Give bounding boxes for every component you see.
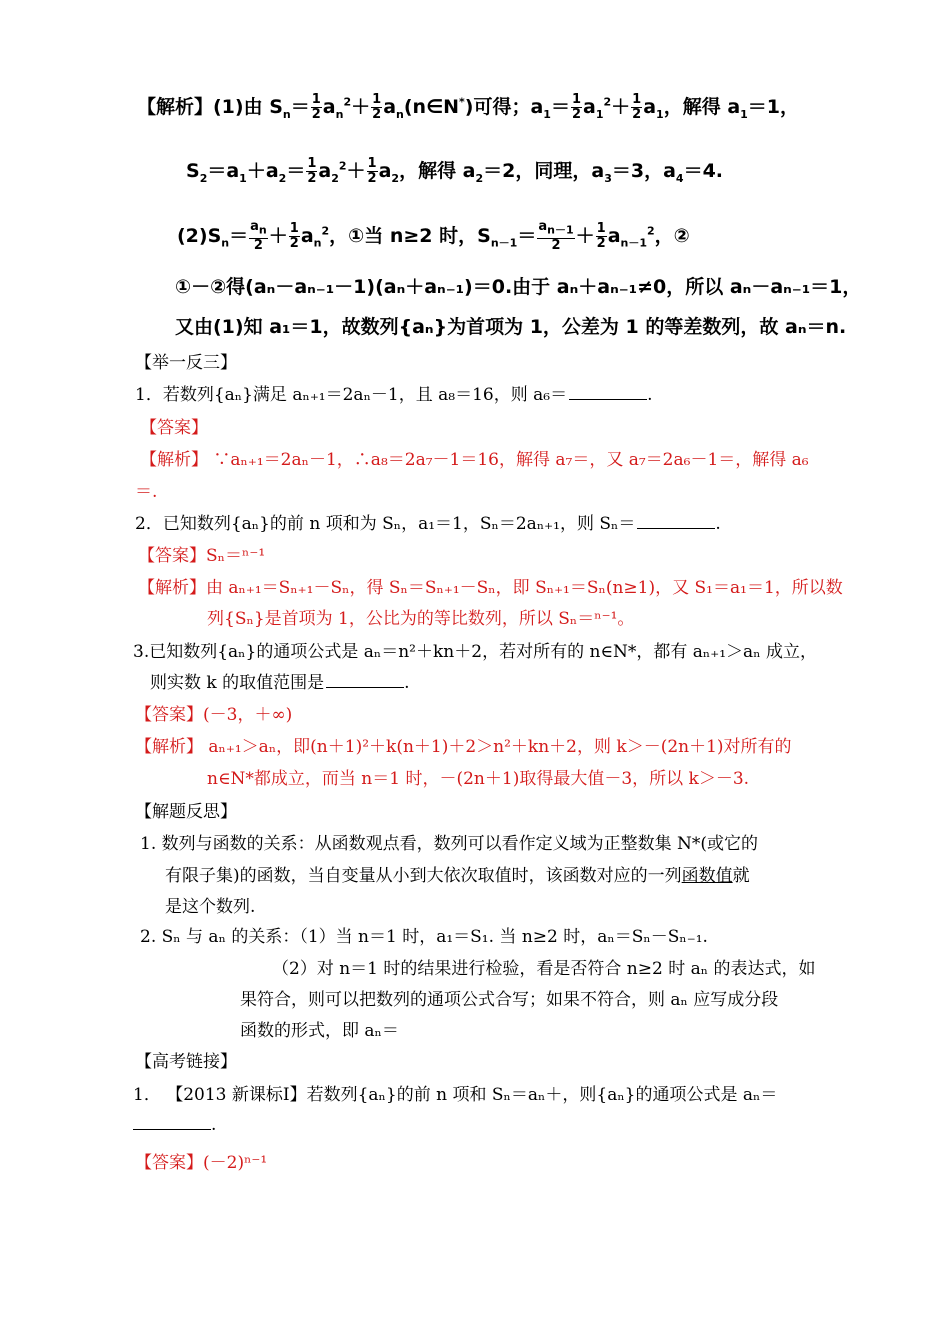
q1-analysis-cont: ＝.	[135, 482, 158, 502]
gaokao-answer: 【答案】(－2)ⁿ⁻¹	[135, 1153, 268, 1173]
text: ＝	[286, 160, 306, 182]
reflection-p2-sub-cont: 果符合，则可以把数列的通项公式合写；如果不符合，则 aₙ 应写成分段	[240, 990, 779, 1010]
text: ＋a	[246, 160, 279, 182]
analysis-image-line-4: ①－②得(aₙ－aₙ₋₁－1)(aₙ＋aₙ₋₁)＝0.由于 aₙ＋aₙ₋₁≠0，所以 aₙ－aₙ₋₁＝1，	[175, 276, 862, 298]
text: S	[186, 160, 200, 182]
q3-answer: 【答案】(－3，＋∞)	[135, 705, 293, 725]
text: ＝a	[207, 160, 240, 182]
text: 2．已知数列{aₙ}的前 n 项和为 Sₙ，a₁＝1，Sₙ＝2aₙ₊₁，则 Sₙ＝	[135, 514, 636, 534]
text: .	[404, 673, 410, 693]
section-title-gaokao: 【高考链接】	[135, 1052, 237, 1072]
text: 1．若数列{aₙ}满足 aₙ₊₁＝2aₙ－1，且 a₈＝16，则 a₆＝	[135, 385, 568, 405]
text: ，解得 a	[399, 160, 476, 182]
text: .	[211, 1115, 217, 1135]
q2-analysis-cont: 列{Sₙ}是首项为 1，公比为的等比数列，所以 Sₙ＝ⁿ⁻¹。	[207, 609, 635, 629]
text: ＋	[346, 160, 366, 182]
text: ＋	[351, 96, 371, 118]
reflection-p2-sub-end: 函数的形式，即 aₙ＝	[240, 1021, 399, 1041]
text: ＋	[268, 224, 288, 247]
gaokao-question-blank	[133, 1115, 216, 1135]
text: ，②	[654, 224, 690, 247]
q2-answer: 【答案】Sₙ＝ⁿ⁻¹	[138, 546, 266, 566]
text: 【解析】(1)由 S	[137, 96, 283, 118]
section-title-practice: 【举一反三】	[135, 353, 237, 373]
text: )可得；a	[464, 96, 544, 118]
question-3-cont	[150, 668, 410, 693]
answer-blank[interactable]	[326, 673, 404, 688]
section-title-reflection: 【解题反思】	[135, 802, 237, 822]
text: 有限子集)的函数，当自变量从小到大依次取值时，该函数对应的一列	[165, 866, 682, 886]
text: .	[715, 514, 721, 534]
answer-blank[interactable]	[637, 514, 715, 529]
reflection-p1: 1. 数列与函数的关系：从函数观点看，数列可以看作定义域为正整数集 N*(或它的	[140, 834, 759, 854]
analysis-image-line-5: 又由(1)知 a₁＝1，故数列{aₙ}为首项为 1，公差为 1 的等差数列，故 aₙ＝n.	[175, 316, 847, 338]
reflection-p1-end: 是这个数列.	[165, 897, 256, 917]
analysis-image-line-3: $(2)S_n=$ $\frac{a_n}{2}$ ＋ $\frac{1}{2}$ $a_n^2$，①当 n≥2 时，$S_{n-1}=$ $\frac{a_{n-1}}{2}$ ＋ $\frac{1}{2}$ $a_{n-1}^2$，②	[177, 219, 690, 253]
text: ＋	[611, 96, 631, 118]
question-2	[135, 509, 721, 534]
text: (n∈N	[403, 96, 460, 118]
text: .	[647, 385, 653, 405]
analysis-image-line-1: 【解析】(1)由 $S_n=$ $\frac{1}{2}$ $a_n^2+$ $\frac{1}{2}$ $a_n(n\in N^*)$可得；$a_1=$ $\frac{1}{2}$ $a_1^2+$ $\frac{1}{2}$ $a_1$，解得 $a_1=1$，	[137, 92, 800, 122]
text: ＝2，同理，a	[483, 160, 605, 182]
question-3: 3.已知数列{aₙ}的通项公式是 aₙ＝n²＋kn＋2，若对所有的 n∈N*，都有 aₙ₊₁＞aₙ 成立，	[133, 642, 817, 662]
text: 则实数 k 的取值范围是	[150, 673, 325, 693]
reflection-p1-cont	[165, 861, 750, 886]
question-1	[135, 380, 653, 405]
gaokao-question: 1． 【2013 新课标Ⅰ】若数列{aₙ}的前 n 项和 Sₙ＝aₙ＋，则{aₙ}的通项公式是 aₙ＝	[133, 1085, 778, 1105]
text: ＝4.	[683, 160, 724, 182]
text: (2)S	[177, 224, 222, 247]
text: 就	[732, 866, 750, 886]
answer-blank[interactable]	[133, 1115, 211, 1130]
analysis-image-line-2: $S_2=a_1+a_2=$ $\frac{1}{2}$ $a_2^2+$ $\frac{1}{2}$ $a_2$，解得 $a_2=2$，同理，$a_3=3$，$a_4=4$.	[186, 156, 724, 186]
q3-analysis: 【解析】 aₙ₊₁＞aₙ，即(n＋1)²＋k(n＋1)＋2＞n²＋kn＋2，则 k＞－(2n＋1)对所有的	[135, 737, 792, 757]
underlined-term: 函数值	[681, 866, 733, 886]
text: ，解得 a	[663, 96, 741, 118]
text: ＝3，a	[611, 160, 676, 182]
q1-answer-label: 【答案】	[140, 418, 208, 438]
reflection-p2: 2. Sₙ 与 aₙ 的关系：（1）当 n＝1 时，a₁＝S₁. 当 n≥2 时，aₙ＝Sₙ－Sₙ₋₁.	[140, 927, 708, 947]
text: ，①当 n≥2 时，S	[329, 224, 491, 247]
text: ＝1，	[747, 96, 800, 118]
q3-analysis-cont: n∈N*都成立，而当 n＝1 时，－(2n＋1)取得最大值－3，所以 k＞－3.	[207, 769, 750, 789]
text: ＋	[575, 224, 595, 247]
answer-blank[interactable]	[569, 385, 647, 400]
reflection-p2-sub: （2）对 n＝1 时的结果进行检验，看是否符合 n≥2 时 aₙ 的表达式，如	[272, 959, 816, 979]
q2-analysis: 【解析】由 aₙ₊₁＝Sₙ₊₁－Sₙ，得 Sₙ＝Sₙ₊₁－Sₙ，即 Sₙ₊₁＝Sₙ(n≥1)，又 S₁＝a₁＝1，所以数	[138, 578, 843, 598]
q1-analysis: 【解析】 ∵aₙ₊₁＝2aₙ－1，∴a₈＝2a₇－1＝16，解得 a₇＝，又 a₇＝2a₆－1＝，解得 a₆	[140, 450, 809, 470]
